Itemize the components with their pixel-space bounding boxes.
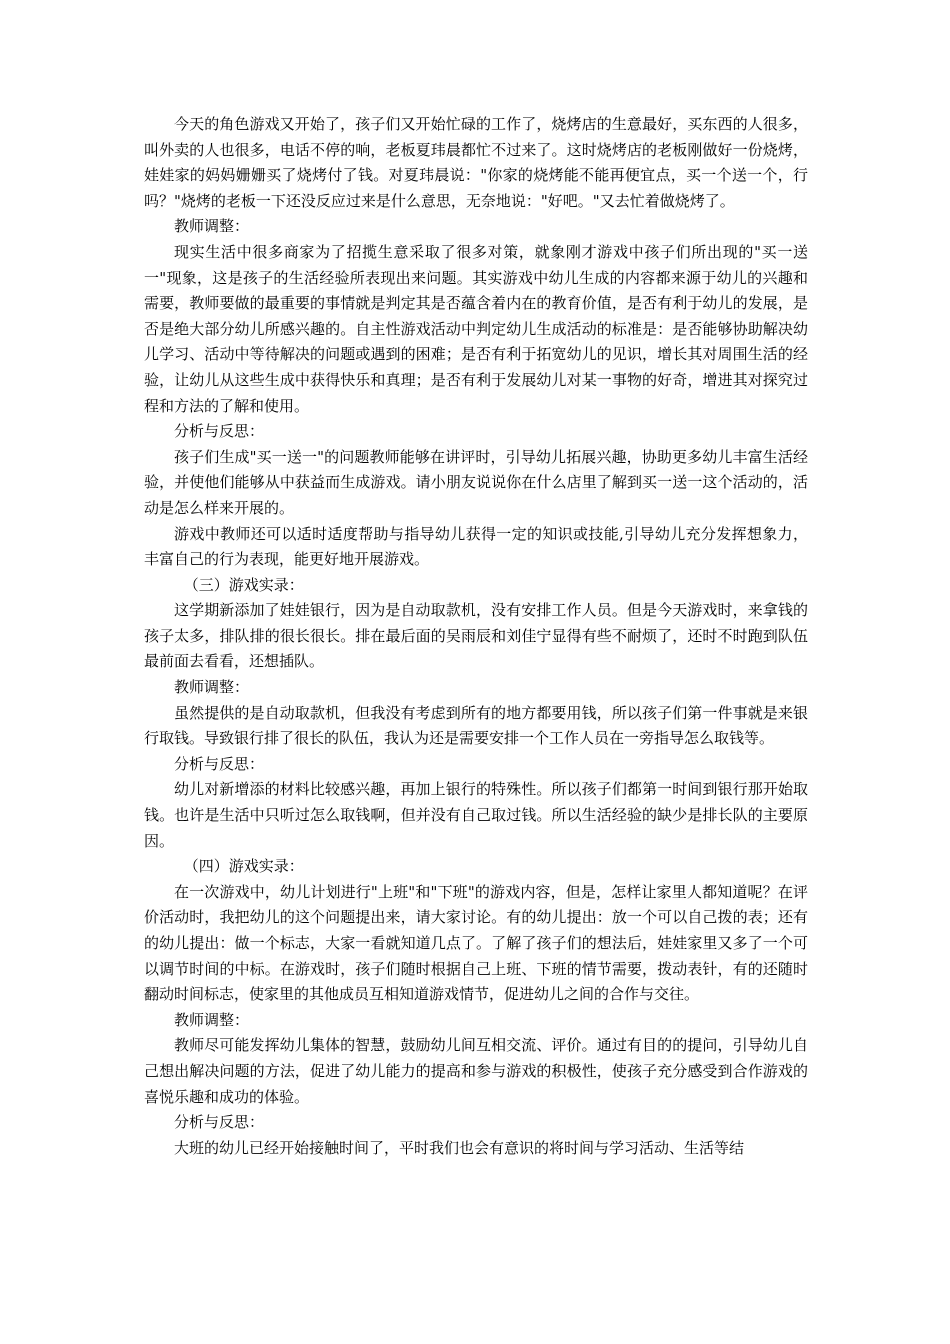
paragraph-analysis-3: 幼儿对新增添的材料比较感兴趣，再加上银行的特殊性。所以孩子们都第一时间到银行那开始取钱。也许是生活中只听过怎么取钱啊，但并没有自己取过钱。所以生活经验的缺少是排长队的主要原因。 bbox=[144, 780, 808, 850]
paragraph-adjust-3: 虽然提供的是自动取款机，但我没有考虑到所有的地方都要用钱，所以孩子们第一件事就是来银行取钱。导致银行排了很长的队伍，我认为还是需要安排一个工作人员在一旁指导怎么取钱等。 bbox=[144, 703, 808, 748]
heading-analysis: 分析与反思： bbox=[174, 754, 265, 773]
paragraph-analysis-4: 大班的幼儿已经开始接触时间了，平时我们也会有意识的将时间与学习活动、生活等结 bbox=[174, 1138, 745, 1157]
heading-teacher-adjust: 教师调整： bbox=[174, 217, 250, 236]
heading-analysis: 分析与反思： bbox=[174, 422, 265, 441]
section-heading-3: （三）游戏实录： bbox=[183, 575, 304, 594]
paragraph-analysis-1b: 游戏中教师还可以适时适度帮助与指导幼儿获得一定的知识或技能,引导幼儿充分发挥想象力，丰富自己的行为表现，能更好地开展游戏。 bbox=[144, 524, 808, 569]
paragraph-record-4: 在一次游戏中，幼儿计划进行"上班"和"下班"的游戏内容，但是，怎样让家里人都知道呢？在评价活动时，我把幼儿的这个问题提出来，请大家讨论。有的幼儿提出：放一个可以自己拨的表；还有的幼儿提出：做一个标志，大家一看就知道几点了。了解了孩子们的想法后，娃娃家里又多了一个可以调节时间的中标。在游戏时，孩子们随时根据自己上班、下班的情节需要，拨动表针，有的还随时翻动时间标志，使家里的其他成员互相知道游戏情节，促进幼儿之间的合作与交往。 bbox=[144, 882, 808, 1004]
paragraph-analysis-1a: 孩子们生成"买一送一"的问题教师能够在讲评时，引导幼儿拓展兴趣，协助更多幼儿丰富生活经验，并使他们能够从中获益而生成游戏。请小朋友说说你在什么店里了解到买一送一这个活动的，活动是怎么样来开展的。 bbox=[144, 447, 808, 517]
section-heading-4: （四）游戏实录： bbox=[183, 857, 304, 876]
heading-teacher-adjust: 教师调整： bbox=[174, 1010, 250, 1029]
heading-teacher-adjust: 教师调整： bbox=[174, 678, 250, 697]
paragraph-intro: 今天的角色游戏又开始了，孩子们又开始忙碌的工作了，烧烤店的生意最好，买东西的人很多，叫外卖的人也很多，电话不停的响，老板夏玮晨都忙不过来了。这时烧烤店的老板刚做好一份烧烤，娃娃家的妈妈姗姗买了烧烤付了钱。对夏玮晨说："你家的烧烤能不能再便宜点，买一个送一个，行吗？"烧烤的老板一下还没反应过来是什么意思，无奈地说："好吧。"又去忙着做烧烤了。 bbox=[144, 115, 808, 210]
heading-analysis: 分析与反思： bbox=[174, 1113, 265, 1132]
paragraph-record-3: 这学期新添加了娃娃银行，因为是自动取款机，没有安排工作人员。但是今天游戏时，来拿钱的孩子太多，排队排的很长很长。排在最后面的吴雨辰和刘佳宁显得有些不耐烦了，还时不时跑到队伍最前面去看看，还想插队。 bbox=[144, 601, 808, 671]
paragraph-adjust-4: 教师尽可能发挥幼儿集体的智慧，鼓励幼儿间互相交流、评价。通过有目的的提问，引导幼儿自己想出解决问题的方法，促进了幼儿能力的提高和参与游戏的积极性，使孩子充分感受到合作游戏的喜悦乐趣和成功的体验。 bbox=[144, 1036, 808, 1106]
paragraph-adjust-1: 现实生活中很多商家为了招揽生意采取了很多对策，就象刚才游戏中孩子们所出现的"买一送一"现象，这是孩子的生活经验所表现出来问题。其实游戏中幼儿生成的内容都来源于幼儿的兴趣和需要，教师要做的最重要的事情就是判定其是否蕴含着内在的教育价值，是否有利于幼儿的发展，是否是绝大部分幼儿所感兴趣的。自主性游戏活动中判定幼儿生成活动的标准是：是否能够协助解决幼儿学习、活动中等待解决的问题或遇到的困难；是否有利于拓宽幼儿的见识，增长其对周围生活的经验，让幼儿从这些生成中获得快乐和真理；是否有利于发展幼儿对某一事物的好奇，增进其对探究过程和方法的了解和使用。 bbox=[144, 242, 808, 415]
document-page bbox=[144, 112, 808, 1161]
